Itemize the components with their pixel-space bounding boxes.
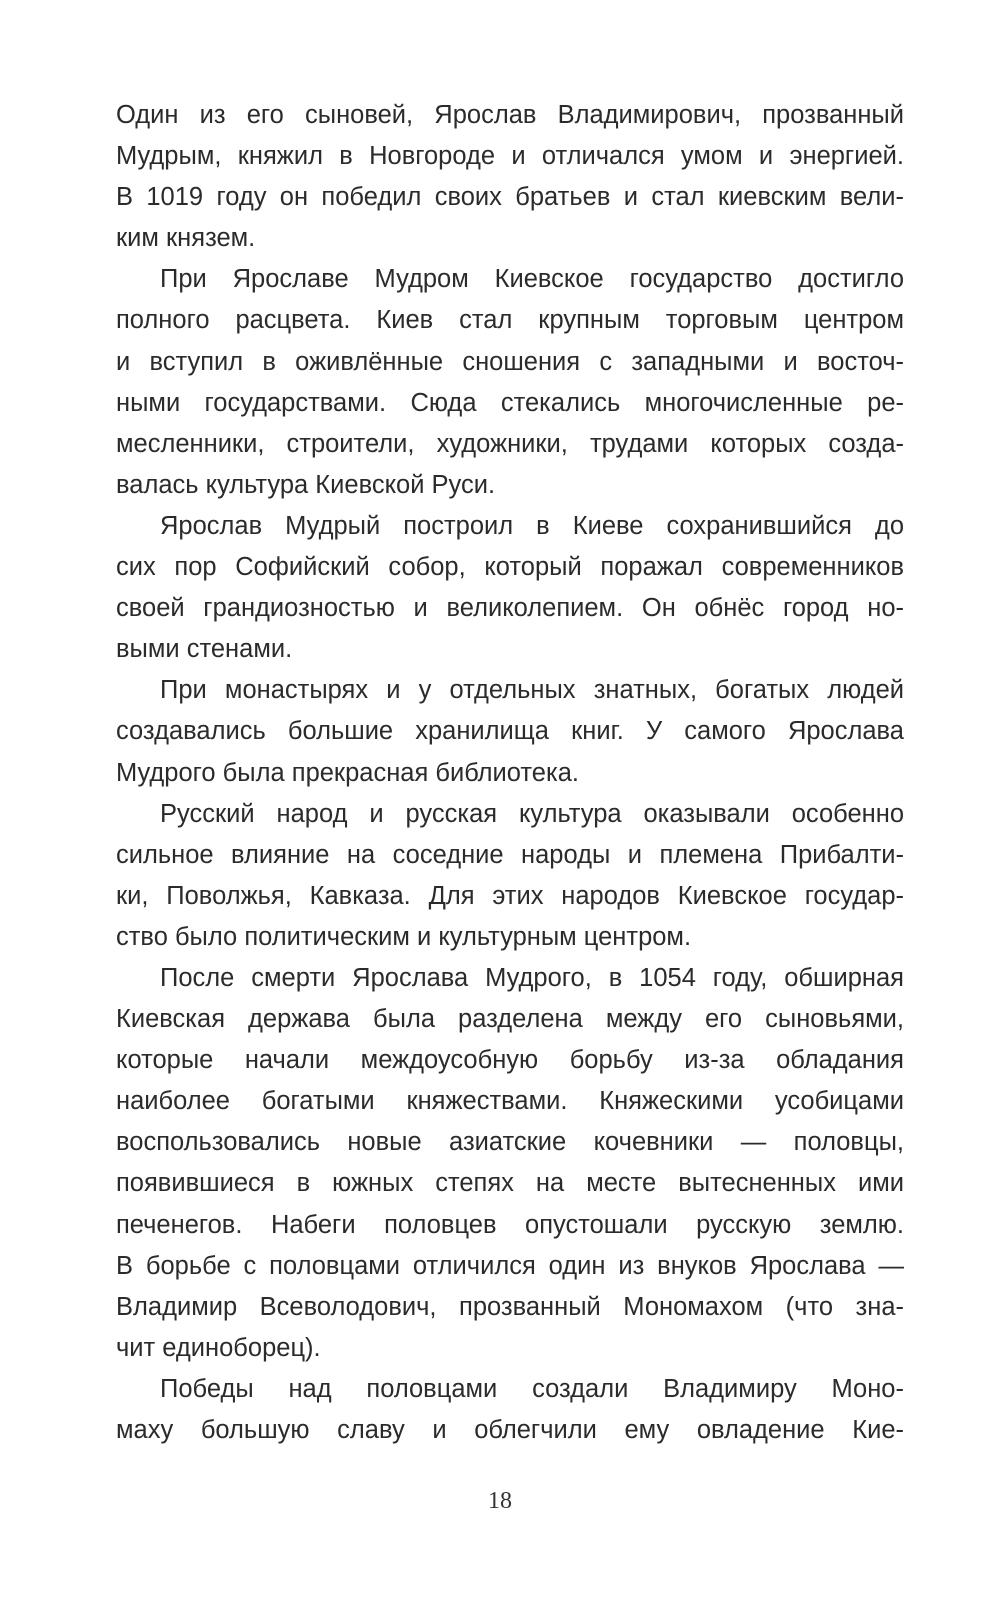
text-line: полного расцвета. Киев стал крупным торговым центром xyxy=(116,306,904,335)
text-line: Русский народ и русская культура оказывали особенно xyxy=(160,799,904,828)
text-line: создавались большие хранилища книг. У самого Ярослава xyxy=(116,717,904,746)
text-line: Победы над половцами создали Владимиру Моно- xyxy=(160,1374,904,1403)
text-line: месленники, строители, художники, трудами которых созда- xyxy=(116,429,904,458)
text-line: Мудрого была прекрасная библиотека. xyxy=(116,758,579,787)
text-line: В 1019 году он победил своих братьев и стал киевским вели- xyxy=(116,183,904,212)
text-line: При монастырях и у отдельных знатных, богатых людей xyxy=(160,676,904,705)
text-line: своей грандиозностью и великолепием. Он обнёс город но- xyxy=(116,594,904,623)
text-line: ки, Поволжья, Кавказа. Для этих народов Киевское государ- xyxy=(116,881,904,910)
text-line: и вступил в оживлённые сношения с западными и восточ- xyxy=(116,347,904,376)
text-line: После смерти Ярослава Мудрого, в 1054 году, обширная xyxy=(160,963,904,992)
text-line: Один из его сыновей, Ярослав Владимирович, прозванный xyxy=(116,101,904,129)
text-line: наиболее богатыми княжествами. Княжескими усобицами xyxy=(116,1087,904,1116)
text-line: Ярослав Мудрый построил в Киеве сохранившийся до xyxy=(160,511,904,540)
text-line: воспользовались новые азиатские кочевники — половцы, xyxy=(116,1128,904,1157)
text-line: сильное влияние на соседние народы и племена Прибалти- xyxy=(116,840,904,869)
text-line: При Ярославе Мудром Киевское государство достигло xyxy=(160,265,904,294)
text-line: появившиеся в южных степях на месте вытесненных ими xyxy=(116,1169,904,1198)
text-line: ство было политическим и культурным центром. xyxy=(116,922,692,951)
text-line: валась культура Киевской Руси. xyxy=(116,470,496,499)
text-line: которые начали междоусобную борьбу из-за обладания xyxy=(116,1046,904,1075)
text-line: ными государствами. Сюда стекались многочисленные ре- xyxy=(116,388,904,417)
text-line: сих пор Софийский собор, который поражал современников xyxy=(116,553,904,582)
text-line: выми стенами. xyxy=(116,635,293,664)
text-line: маху большую славу и облегчили ему овладение Кие- xyxy=(116,1416,904,1444)
page-body xyxy=(116,95,904,1451)
page-number: 18 xyxy=(488,1488,512,1514)
text-line: Киевская держава была разделена между его сыновьями, xyxy=(116,1005,904,1034)
text-line: чит единоборец). xyxy=(116,1333,321,1362)
text-line: ким князем. xyxy=(116,224,256,253)
text-line: Владимир Всеволодович, прозванный Мономахом (что зна- xyxy=(116,1292,904,1321)
text-line: печенегов. Набеги половцев опустошали русскую землю. xyxy=(116,1210,904,1239)
text-line: В борьбе с половцами отличился один из внуков Ярослава — xyxy=(116,1251,904,1280)
text-line: Мудрым, княжил в Новгороде и отличался умом и энергией. xyxy=(116,142,904,171)
